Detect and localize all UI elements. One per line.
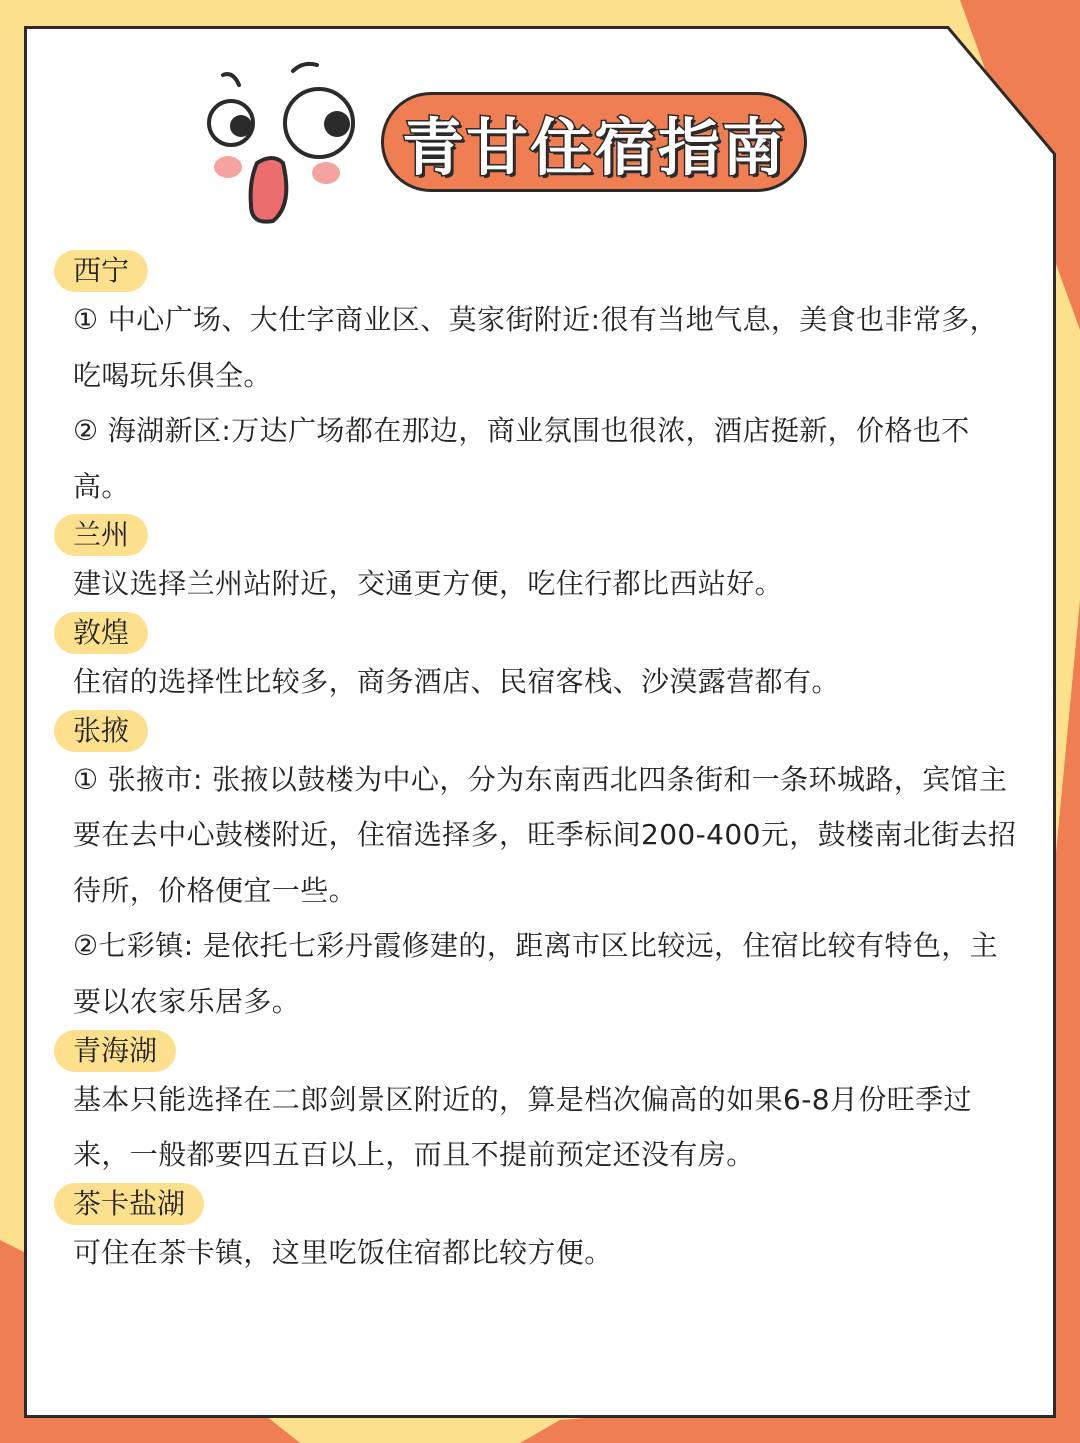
section-paragraph: 基本只能选择在二郎剑景区附近的，算是档次偏高的如果6-8月份旺季过来，一般都要四五百以上，而且不提前预定还没有房。 — [73, 1082, 972, 1172]
section-paragraph: ① 张掖市: 张掖以鼓楼为中心，分为东南西北四条街和一条环城路，宾馆主要在去中心鼓楼附近，住宿选择多，旺季标间200-400元，鼓楼南北街去招待所，价格便宜一些。 — [73, 762, 1017, 907]
section-chaka-salt-lake — [54, 1183, 1024, 1281]
section-paragraph: ②七彩镇: 是依托七彩丹霞修建的，距离市区比较远，住宿比较有特色，主要以农家乐居多。 — [73, 929, 999, 1018]
section-tag: 茶卡盐湖 — [54, 1183, 204, 1225]
section-tag: 青海湖 — [54, 1030, 176, 1072]
section-paragraph: ① 中心广场、大仕字商业区、莫家街附近:很有当地气息，美食也非常多，吃喝玩乐俱全。 — [73, 303, 999, 392]
section-tag: 敦煌 — [54, 612, 148, 654]
section-paragraph: 住宿的选择性比较多，商务酒店、民宿客栈、沙漠露营都有。 — [73, 664, 840, 698]
surprised-face-icon — [195, 55, 385, 235]
page-title: 青甘住宿指南 — [401, 110, 786, 184]
section-paragraph: ② 海湖新区:万达广场都在那边，商业氛围也很浓，酒店挺新，价格也不高。 — [73, 414, 970, 503]
section-lanzhou — [54, 514, 1024, 612]
section-paragraph: 可住在茶卡镇，这里吃饭住宿都比较方便。 — [73, 1235, 613, 1269]
section-qinghai-lake — [54, 1030, 1024, 1183]
section-paragraph: 建议选择兰州站附近，交通更方便，吃住行都比西站好。 — [73, 567, 784, 601]
section-tag: 西宁 — [54, 250, 148, 292]
section-dunhuang — [54, 612, 1024, 710]
section-tag: 兰州 — [54, 514, 148, 556]
title-banner — [381, 92, 807, 192]
section-tag: 张掖 — [54, 710, 148, 752]
section-zhangye — [54, 710, 1024, 1030]
guide-content — [54, 250, 1024, 1280]
section-xining — [54, 250, 1024, 514]
